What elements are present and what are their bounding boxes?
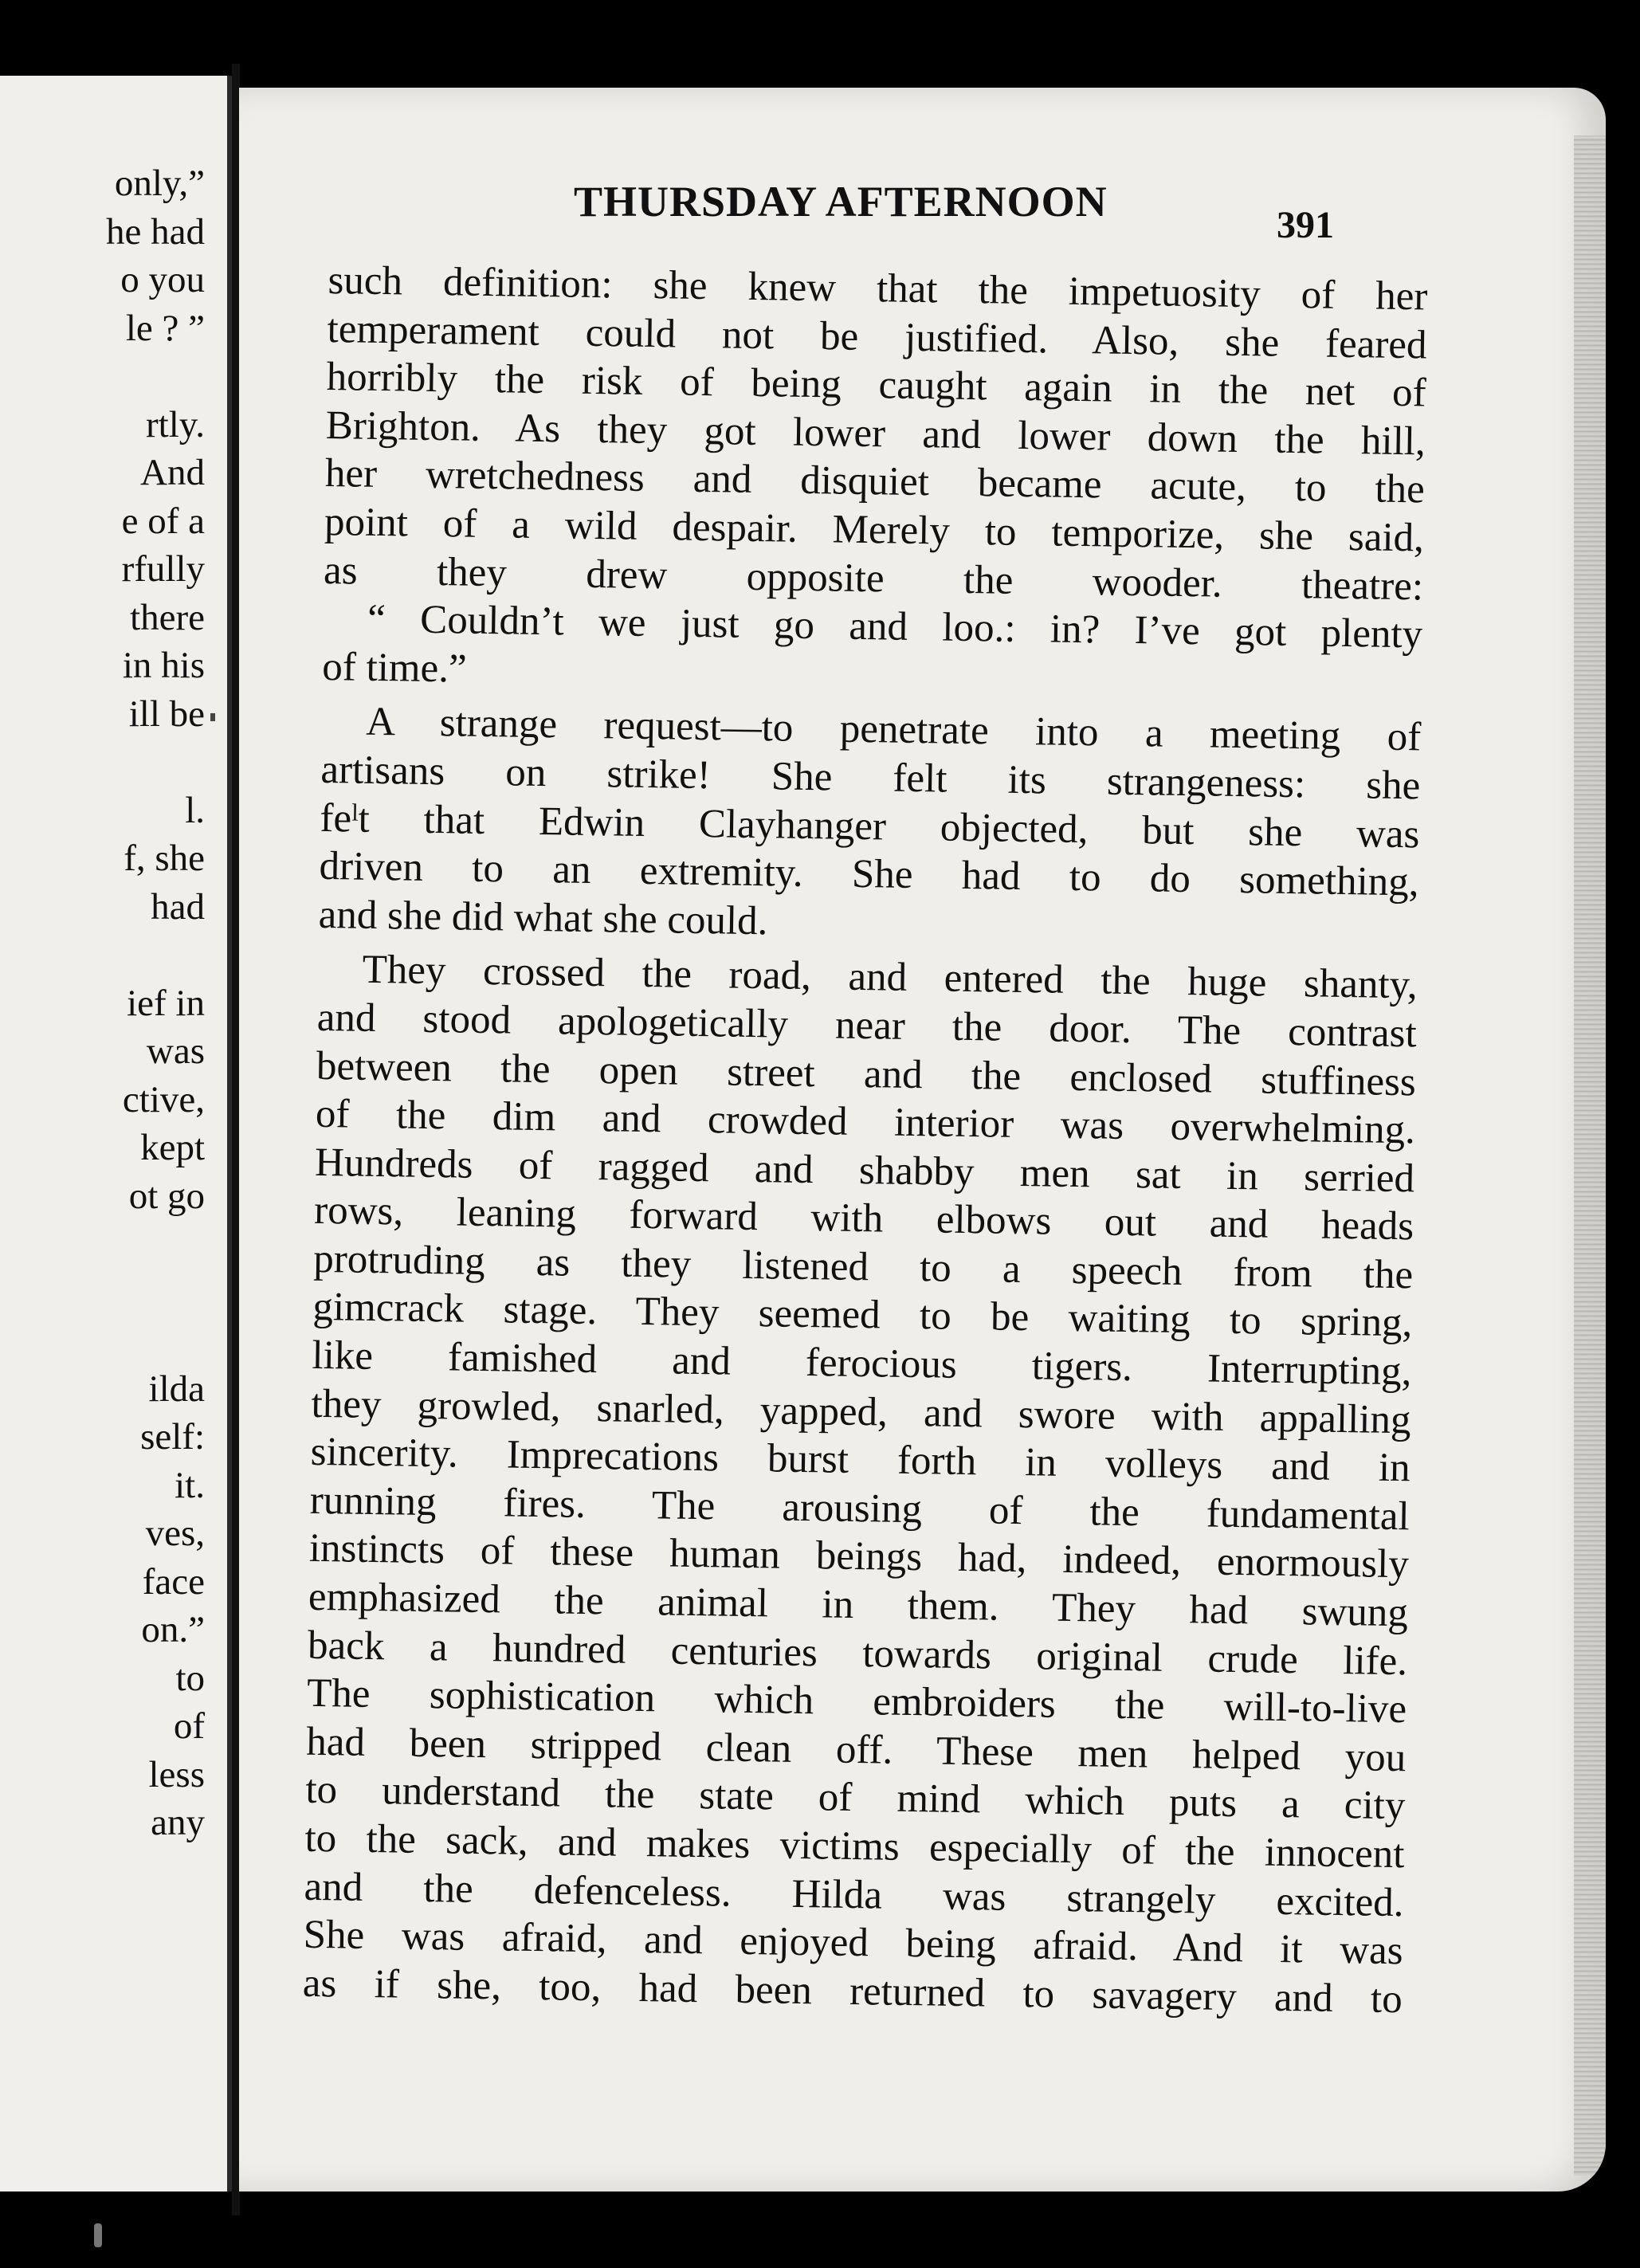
left-page-line: of [173, 1705, 205, 1747]
text-line: and the defenceless. Hilda was strangely excited. [304, 1864, 1404, 1925]
text-line: instincts of these human beings had, indeed, enormously [308, 1526, 1410, 1587]
left-page-line: le ? ” [125, 307, 205, 349]
left-page-line: face [142, 1560, 205, 1603]
left-page-line: rtly. [146, 403, 205, 445]
text-line: of time.” [321, 644, 468, 692]
text-line: artisans on strike! She felt its strangeness: she [320, 747, 1421, 809]
text-line: like famished and ferocious tigers. Interrupting, [312, 1332, 1412, 1395]
left-page-line: was [146, 1030, 205, 1072]
current-page [239, 88, 1606, 2191]
left-page-line: on.” [141, 1609, 205, 1650]
left-page-line: l. [185, 789, 205, 831]
text-line: to the sack, and makes victims especially of the innocent [304, 1815, 1405, 1878]
left-page-line: any [151, 1802, 205, 1843]
text-line: temperament could not be justified. Also, she feared [327, 306, 1427, 368]
left-page-line: there [130, 596, 205, 638]
page-edge [1574, 135, 1606, 2176]
text-line: running fires. The arousing of the fundamental [309, 1477, 1410, 1540]
left-page-line: in his [122, 645, 205, 686]
left-page-line: only,” [114, 163, 205, 204]
text-line: The sophistication which embroiders the will-to-live [306, 1671, 1407, 1732]
text-line: A strange request—to penetrate into a meeting of [365, 700, 1422, 760]
text-line: and she did what she could. [318, 892, 768, 944]
page-number: 391 [1277, 204, 1334, 246]
left-page-line: to [175, 1657, 205, 1699]
text-line: “ Couldn’t we just go and loo.: in? I’ve got plenty [367, 596, 1423, 657]
left-page-line: rfully [121, 548, 205, 590]
text-line: driven to an extremity. She had to do something, [319, 844, 1419, 905]
left-page-line: f, she [124, 838, 205, 879]
left-page-line: had [151, 885, 205, 928]
text-line: horribly the risk of being caught again in the net of [326, 355, 1427, 416]
text-line: between the open street and the enclosed stuffiness [316, 1043, 1417, 1105]
text-line: and stood apologetically near the door. The contrast [316, 995, 1418, 1057]
left-page-line: ill be [128, 693, 205, 735]
scan-speck [210, 713, 215, 721]
text-line: back a hundred centuries towards original crude life. [307, 1623, 1408, 1684]
left-page-line: ief in [127, 982, 205, 1024]
left-page-line: he had [106, 210, 205, 253]
text-line: emphasized the animal in them. They had swung [308, 1574, 1409, 1636]
body-text [302, 257, 1427, 2024]
text-line: gimcrack stage. They seemed to be waiting to spring, [312, 1285, 1413, 1346]
text-line: such definition: she knew that the impetuosity of her [328, 257, 1428, 320]
text-line: Brighton. As they got lower and lower down the hill, [325, 402, 1426, 465]
text-line: they growled, snarled, yapped, and swore with appalling [311, 1381, 1411, 1442]
left-page-line: e of a [121, 500, 205, 542]
text-line: They crossed the road, and entered the huge shanty, [362, 948, 1418, 1008]
running-head: THURSDAY AFTERNOON [574, 178, 1108, 226]
left-page-line: ot go [128, 1175, 205, 1217]
text-line: point of a wild despair. Merely to temporize, she said, [324, 499, 1425, 561]
text-line: her wretchedness and disquiet became acute, to the [324, 451, 1426, 512]
left-page-line: ilda [148, 1367, 205, 1410]
previous-page-fragment [0, 76, 232, 2191]
left-page-line: o you [120, 259, 205, 300]
left-page-line: less [148, 1753, 205, 1795]
text-line: as they drew opposite the wooder. theatre: [323, 547, 1424, 609]
left-page-line: And [140, 452, 205, 493]
left-page-line: ctive, [122, 1078, 205, 1120]
left-page-line: ves, [145, 1513, 205, 1554]
text-line: She was afraid, and enjoyed being afraid. And it was [303, 1912, 1404, 1974]
text-line: as if she, too, had been returned to savagery and to [302, 1960, 1403, 2023]
text-line: rows, leaning forward with elbows out and heads [313, 1188, 1414, 1250]
scan-speck [94, 2223, 102, 2247]
text-line: Hundreds of ragged and shabby men sat in serried [314, 1140, 1415, 1202]
text-line: sincerity. Imprecations burst forth in volleys and in [310, 1430, 1411, 1491]
text-line: protruding as they listened to a speech from the [312, 1236, 1414, 1298]
text-line: had been stripped clean off. These men helped you [305, 1719, 1407, 1781]
left-page-line: kept [140, 1127, 205, 1168]
left-page-line: it. [175, 1464, 205, 1506]
text-line: feˡt that Edwin Clayhanger objected, but she was [320, 795, 1420, 857]
text-line: to understand the state of mind which puts a city [305, 1768, 1406, 1829]
left-page-line: self: [140, 1416, 205, 1458]
text-line: of the dim and crowded interior was overwhelming. [315, 1091, 1416, 1153]
